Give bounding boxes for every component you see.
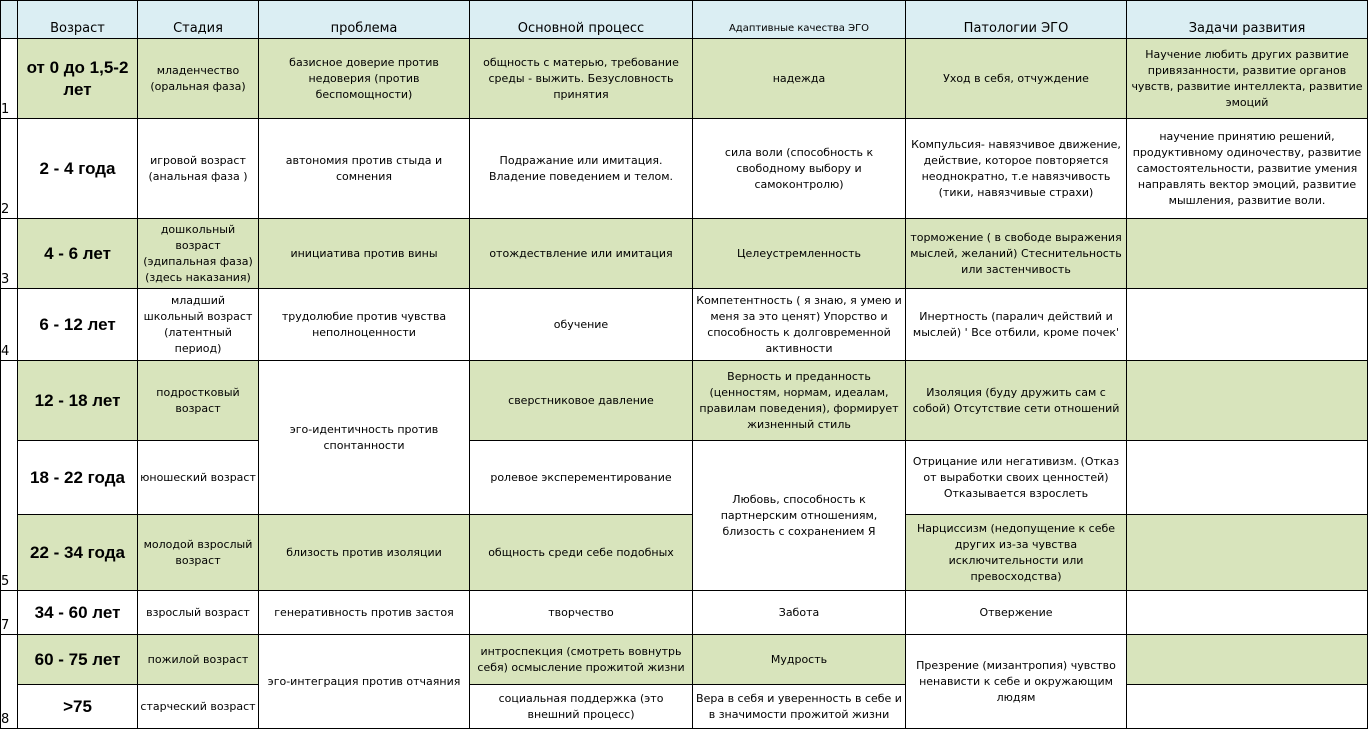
pathology-cell[interactable]: Презрение (мизантропия) чувство ненависти к себе и окружающим людям — [906, 635, 1127, 729]
table-row — [1, 515, 1368, 591]
problem-cell[interactable]: трудолюбие против чувства неполноценности — [259, 289, 470, 361]
age-cell[interactable]: 6 - 12 лет — [18, 289, 138, 361]
process-cell[interactable]: общность среди себе подобных — [470, 515, 693, 591]
process-cell[interactable]: сверстниковое давление — [470, 361, 693, 441]
adaptive-cell[interactable]: надежда — [693, 39, 906, 119]
process-cell[interactable]: ролевое эксперементирование — [470, 441, 693, 515]
pathology-cell[interactable]: Отвержение — [906, 591, 1127, 635]
table-row — [1, 635, 1368, 685]
table-row — [1, 441, 1368, 515]
adaptive-cell[interactable]: Вера в себя и уверенность в себе и в значимости прожитой жизни — [693, 685, 906, 729]
problem-cell[interactable]: генеративность против застоя — [259, 591, 470, 635]
problem-cell[interactable]: эго-интеграция против отчаяния — [259, 635, 470, 729]
process-cell[interactable]: творчество — [470, 591, 693, 635]
header-pathology[interactable]: Патологии ЭГО — [906, 1, 1127, 39]
problem-cell[interactable]: инициатива против вины — [259, 219, 470, 289]
table-row — [1, 39, 1368, 119]
stage-cell[interactable]: дошкольный возраст (эдипальная фаза) (здесь наказания) — [138, 219, 259, 289]
pathology-cell[interactable]: торможение ( в свободе выражения мыслей, желаний) Стеснительность или застенчивость — [906, 219, 1127, 289]
stage-cell[interactable]: подростковый возраст — [138, 361, 259, 441]
age-cell[interactable]: 2 - 4 года — [18, 119, 138, 219]
table-row — [1, 289, 1368, 361]
adaptive-cell[interactable]: Забота — [693, 591, 906, 635]
table-row — [1, 685, 1368, 729]
row-number[interactable]: 5 — [1, 361, 18, 591]
problem-cell[interactable]: базисное доверие против недоверия (против беспомощности) — [259, 39, 470, 119]
table-row — [1, 219, 1368, 289]
tasks-cell[interactable]: Научение любить других развитие привязанности, развитие органов чувств, развитие интеллекта, развитие эмоций — [1127, 39, 1368, 119]
tasks-cell[interactable]: научение принятию решений, продуктивному одиночеству, развитие самостоятельности, развитие умения направлять вектор эмоций, развитие мышления, развитие воли. — [1127, 119, 1368, 219]
adaptive-cell[interactable]: Верность и преданность (ценностям, нормам, идеалам, правилам поведения), формирует жизненный стиль — [693, 361, 906, 441]
header-tasks[interactable]: Задачи развития — [1127, 1, 1368, 39]
problem-cell[interactable]: эго-идентичность против спонтанности — [259, 361, 470, 515]
row-number[interactable]: 1 — [1, 39, 18, 119]
adaptive-cell[interactable]: Мудрость — [693, 635, 906, 685]
row-number[interactable]: 3 — [1, 219, 18, 289]
tasks-cell[interactable] — [1127, 635, 1368, 685]
process-cell[interactable]: интроспекция (смотреть вовнутрь себя) осмысление прожитой жизни — [470, 635, 693, 685]
adaptive-cell[interactable]: Любовь, способность к партнерским отношениям, близость с сохранением Я — [693, 441, 906, 591]
tasks-cell[interactable] — [1127, 219, 1368, 289]
header-age[interactable]: Возраст — [18, 1, 138, 39]
process-cell[interactable]: отождествление или имитация — [470, 219, 693, 289]
age-cell[interactable]: >75 — [18, 685, 138, 729]
row-number[interactable]: 4 — [1, 289, 18, 361]
pathology-cell[interactable]: Отрицание или негативизм. (Отказ от выработки своих ценностей) Отказывается взрослеть — [906, 441, 1127, 515]
tasks-cell[interactable] — [1127, 441, 1368, 515]
adaptive-cell[interactable]: Целеустремленность — [693, 219, 906, 289]
age-cell[interactable]: 22 - 34 года — [18, 515, 138, 591]
pathology-cell[interactable]: Уход в себя, отчуждение — [906, 39, 1127, 119]
row-number[interactable]: 8 — [1, 635, 18, 729]
problem-cell[interactable]: близость против изоляции — [259, 515, 470, 591]
tasks-cell[interactable] — [1127, 591, 1368, 635]
stage-cell[interactable]: юношеский возраст — [138, 441, 259, 515]
adaptive-cell[interactable]: Компетентность ( я знаю, я умею и меня за это ценят) Упорство и способность к долговременной активности — [693, 289, 906, 361]
table-row — [1, 361, 1368, 441]
tasks-cell[interactable] — [1127, 289, 1368, 361]
table-row — [1, 119, 1368, 219]
header-stage[interactable]: Стадия — [138, 1, 259, 39]
tasks-cell[interactable] — [1127, 685, 1368, 729]
stage-cell[interactable]: пожилой возраст — [138, 635, 259, 685]
pathology-cell[interactable]: Инертность (паралич действий и мыслей) ' Все отбили, кроме почек' — [906, 289, 1127, 361]
header-problem[interactable]: проблема — [259, 1, 470, 39]
stage-cell[interactable]: младший школьный возраст (латентный период) — [138, 289, 259, 361]
stage-cell[interactable]: игровой возраст (анальная фаза ) — [138, 119, 259, 219]
pathology-cell[interactable]: Компульсия- навязчивое движение, действие, которое повторяется неоднократно, т.е навязчивость (тики, навязчивые страхи) — [906, 119, 1127, 219]
row-number[interactable]: 7 — [1, 591, 18, 635]
stage-cell[interactable]: молодой взрослый возраст — [138, 515, 259, 591]
age-cell[interactable]: 60 - 75 лет — [18, 635, 138, 685]
row-number[interactable]: 2 — [1, 119, 18, 219]
age-cell[interactable]: 4 - 6 лет — [18, 219, 138, 289]
process-cell[interactable]: социальная поддержка (это внешний процесс) — [470, 685, 693, 729]
corner-cell — [1, 1, 18, 39]
stage-cell[interactable]: взрослый возраст — [138, 591, 259, 635]
stage-cell[interactable]: младенчество (оральная фаза) — [138, 39, 259, 119]
tasks-cell[interactable] — [1127, 515, 1368, 591]
process-cell[interactable]: общность с матерью, требование среды - выжить. Безусловность принятия — [470, 39, 693, 119]
age-cell[interactable]: от 0 до 1,5-2 лет — [18, 39, 138, 119]
process-cell[interactable]: Подражание или имитация. Владение поведением и телом. — [470, 119, 693, 219]
pathology-cell[interactable]: Нарциссизм (недопущение к себе других из-за чувства исключительности или превосходства) — [906, 515, 1127, 591]
problem-cell[interactable]: автономия против стыда и сомнения — [259, 119, 470, 219]
age-cell[interactable]: 18 - 22 года — [18, 441, 138, 515]
adaptive-cell[interactable]: сила воли (способность к свободному выбору и самоконтролю) — [693, 119, 906, 219]
age-cell[interactable]: 34 - 60 лет — [18, 591, 138, 635]
tasks-cell[interactable] — [1127, 361, 1368, 441]
table-row — [1, 591, 1368, 635]
stage-cell[interactable]: старческий возраст — [138, 685, 259, 729]
header-adaptive[interactable]: Адаптивные качества ЭГО — [693, 1, 906, 39]
process-cell[interactable]: обучение — [470, 289, 693, 361]
pathology-cell[interactable]: Изоляция (буду дружить сам с собой) Отсутствие сети отношений — [906, 361, 1127, 441]
age-cell[interactable]: 12 - 18 лет — [18, 361, 138, 441]
header-row — [1, 1, 1368, 39]
header-process[interactable]: Основной процесс — [470, 1, 693, 39]
